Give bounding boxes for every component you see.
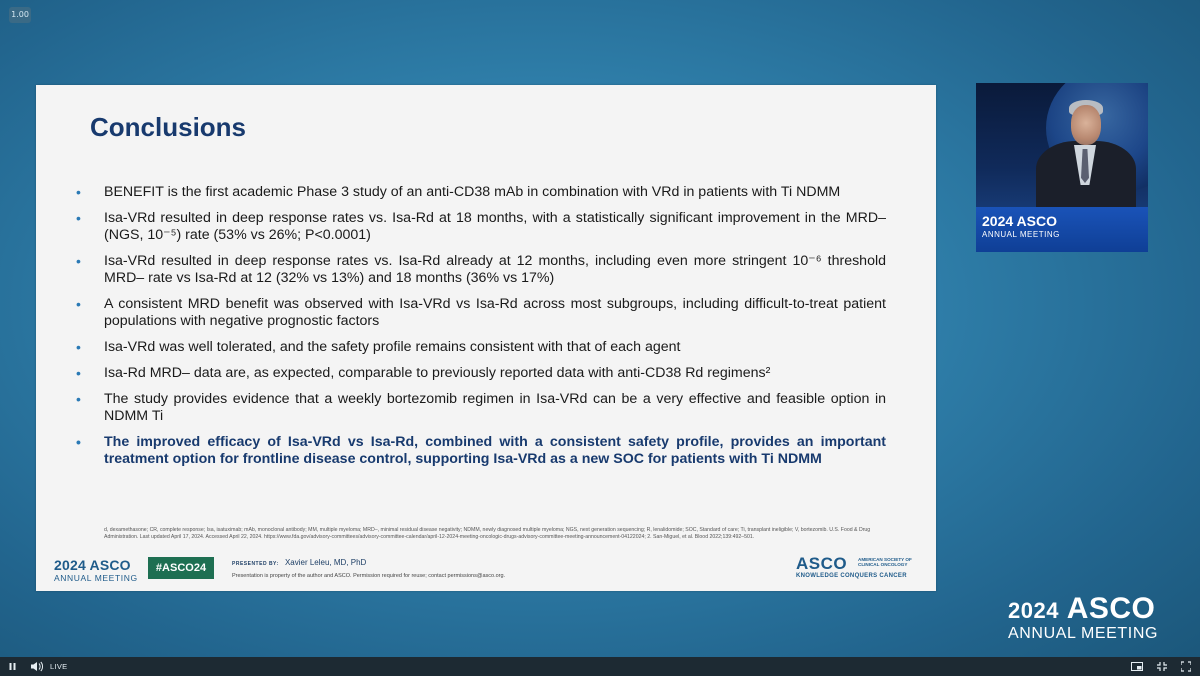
podium-logo-sub: ANNUAL MEETING bbox=[982, 230, 1060, 239]
bullet-item bbox=[76, 339, 886, 356]
bullet-text: A consistent MRD benefit was observed with Isa-VRd vs Isa-Rd across most subgroups, including difficult-to-treat patient populations with negative prognostic factors bbox=[104, 296, 886, 329]
asco-society-logo bbox=[796, 554, 916, 582]
bullet-text: The improved efficacy of Isa-VRd vs Isa-Rd, combined with a consistent safety profile, provides an important treatment option for frontline disease control, supporting Isa-VRd as a new SOC for patients with Ti NDMM bbox=[104, 434, 886, 467]
presentation-slide bbox=[36, 85, 936, 591]
asco-mark: ASCO bbox=[796, 554, 848, 573]
asco-tagline: KNOWLEDGE CONQUERS CANCER bbox=[796, 573, 907, 579]
conclusions-list bbox=[76, 184, 886, 477]
brand-title bbox=[1008, 592, 1158, 625]
bullet-text: BENEFIT is the first academic Phase 3 study of an anti-CD38 mAb in combination with VRd in patients with Ti NDMM bbox=[104, 184, 841, 200]
bullet-text: Isa-VRd resulted in deep response rates vs. Isa-Rd already at 12 months, including even more stringent 10⁻⁶ threshold MRD– rate vs Isa-Rd at 12 (32% vs 13%) and 18 months (36% vs 17%) bbox=[104, 253, 886, 286]
podium-logo-main: 2024 ASCO bbox=[982, 213, 1057, 229]
bullet-item bbox=[76, 184, 886, 201]
bullet-item-highlight bbox=[76, 434, 886, 468]
bullet-dot-icon: • bbox=[76, 210, 81, 226]
bullet-text: The study provides evidence that a weekly bortezomib regimen in Isa-VRd can be a very effective and feasible option in NDMM Ti bbox=[104, 391, 886, 424]
presented-by-label: PRESENTED BY: bbox=[232, 561, 279, 567]
brand-subtitle: ANNUAL MEETING bbox=[1008, 625, 1159, 642]
playback-speed-badge[interactable]: 1.00 bbox=[9, 7, 31, 23]
volume-button[interactable] bbox=[30, 657, 44, 676]
bullet-item bbox=[76, 253, 886, 287]
bullet-text: Isa-VRd was well tolerated, and the safety profile remains consistent with that of each agent bbox=[104, 339, 681, 355]
bullet-dot-icon: • bbox=[76, 184, 81, 200]
bullet-item bbox=[76, 210, 886, 244]
asco-annual-meeting-logo bbox=[54, 559, 138, 585]
bullet-dot-icon: • bbox=[76, 434, 81, 450]
bullet-text: Isa-Rd MRD– data are, as expected, comparable to previously reported data with anti-CD38 Rd regimens² bbox=[104, 365, 771, 381]
bullet-dot-icon: • bbox=[76, 253, 81, 269]
speaker-head bbox=[1071, 105, 1101, 145]
bullet-dot-icon: • bbox=[76, 365, 81, 381]
picture-in-picture-icon bbox=[1131, 657, 1143, 676]
bullet-dot-icon: • bbox=[76, 296, 81, 312]
bullet-item bbox=[76, 365, 886, 382]
podium-logo bbox=[982, 215, 1060, 241]
presenter-name: Xavier Leleu, MD, PhD bbox=[284, 558, 367, 567]
speaker-video bbox=[976, 83, 1148, 252]
volume-icon bbox=[30, 657, 44, 676]
exit-fullscreen-button[interactable] bbox=[1157, 657, 1167, 676]
slide-references: d, dexamethasone; CR, complete response; Isa, isatuximab; mAb, monoclonal antibody; MM, multiple myeloma; MRD–, minimal residual disease negativity; NDMM, newly diagnosed multiple myeloma; NGS, next generation sequencing; R, lenalidomide; SOC, Standard of care; Ti, transplant ineligible; V, bortezomib. U.S. Food & Drug Administration. Last updated April 17, 2024. Accessed April 22, 2024. https://www.fda.gov/advisory-committees/advisory-committee-calendar/april-12-2024-meeting-oncologic-drugs-advisory-committee-meeting-announcement-04122024; 2. San-Miguel, et al. Blood 2022;139:492–501. bbox=[104, 527, 871, 540]
brand-year: 2024 bbox=[1008, 598, 1059, 623]
brand-name: ASCO bbox=[1066, 592, 1156, 625]
asco-brand-watermark bbox=[1008, 592, 1159, 643]
live-indicator[interactable]: LIVE bbox=[50, 662, 68, 671]
pause-icon bbox=[9, 657, 17, 676]
exit-fullscreen-icon bbox=[1157, 657, 1167, 676]
bullet-item bbox=[76, 296, 886, 330]
bullet-dot-icon: • bbox=[76, 391, 81, 407]
slide-title: Conclusions bbox=[90, 112, 247, 142]
logo-sub-text: ANNUAL MEETING bbox=[54, 573, 138, 583]
asco-society-name: AMERICAN SOCIETY OF CLINICAL ONCOLOGY bbox=[858, 557, 912, 568]
player-control-bar bbox=[0, 657, 1200, 676]
pause-button[interactable] bbox=[9, 657, 17, 676]
bullet-dot-icon: • bbox=[76, 339, 81, 355]
picture-in-picture-button[interactable] bbox=[1131, 657, 1143, 676]
bullet-text: Isa-VRd resulted in deep response rates vs. Isa-Rd at 18 months, with a statistically significant improvement in the MRD– (NGS, 10⁻⁵) rate (53% vs 26%; P<0.0001) bbox=[104, 210, 886, 243]
slide-footer bbox=[36, 549, 936, 591]
presented-by bbox=[232, 558, 366, 567]
bullet-item bbox=[76, 391, 886, 425]
fullscreen-button[interactable] bbox=[1181, 657, 1191, 676]
fullscreen-icon bbox=[1181, 657, 1191, 676]
slide-disclaimer: Presentation is property of the author and ASCO. Permission required for reuse; contact permissions@asco.org. bbox=[232, 573, 506, 579]
hashtag-badge: #ASCO24 bbox=[148, 557, 214, 579]
logo-main-text: 2024 ASCO bbox=[54, 557, 131, 573]
